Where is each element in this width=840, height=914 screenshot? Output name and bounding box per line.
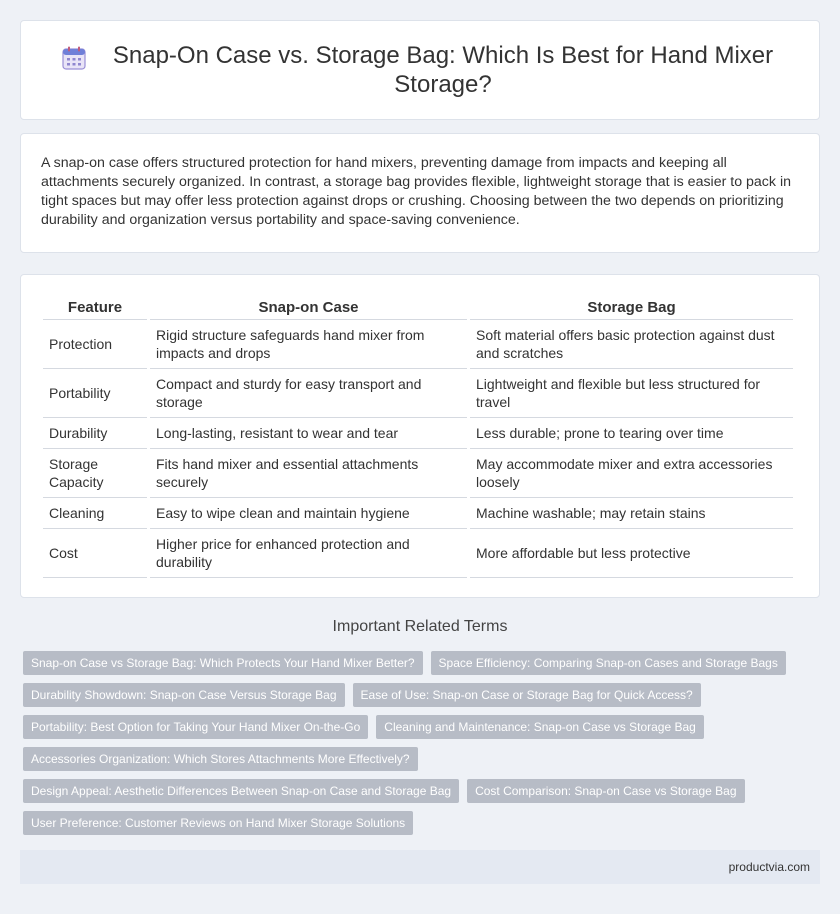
storage-bag-cell: May accommodate mixer and extra accessories loosely xyxy=(470,449,793,498)
related-term-tag[interactable]: Accessories Organization: Which Stores Attachments More Effectively? xyxy=(23,747,418,771)
related-term-tag[interactable]: Durability Showdown: Snap-on Case Versus Storage Bag xyxy=(23,683,345,707)
storage-bag-cell: Soft material offers basic protection against dust and scratches xyxy=(470,320,793,369)
header-storage-bag: Storage Bag xyxy=(470,295,793,320)
snap-on-cell: Easy to wipe clean and maintain hygiene xyxy=(150,498,467,529)
related-term-tag[interactable]: Space Efficiency: Comparing Snap-on Cases and Storage Bags xyxy=(431,651,786,675)
footer-site-link[interactable]: productvia.com xyxy=(728,860,810,874)
tag-row xyxy=(23,651,803,675)
table-row xyxy=(43,449,793,498)
related-terms-heading: Important Related Terms xyxy=(332,618,508,635)
table-row xyxy=(43,320,793,369)
related-term-tag[interactable]: Snap-on Case vs Storage Bag: Which Protects Your Hand Mixer Better? xyxy=(23,651,423,675)
calendar-icon xyxy=(61,45,87,71)
snap-on-cell: Fits hand mixer and essential attachments securely xyxy=(150,449,467,498)
table-header-row xyxy=(43,295,793,320)
related-term-tag[interactable]: Cleaning and Maintenance: Snap-on Case vs Storage Bag xyxy=(376,715,704,739)
header-feature: Feature xyxy=(43,295,147,320)
feature-cell: Durability xyxy=(43,418,147,449)
intro-card xyxy=(20,133,820,253)
related-term-tag[interactable]: Ease of Use: Snap-on Case or Storage Bag for Quick Access? xyxy=(353,683,701,707)
related-term-tag[interactable]: Cost Comparison: Snap-on Case vs Storage Bag xyxy=(467,779,744,803)
table-card xyxy=(20,274,820,598)
page-title: Snap-On Case vs. Storage Bag: Which Is Best for Hand Mixer Storage? xyxy=(112,42,774,98)
table-row xyxy=(43,498,793,529)
related-term-tag[interactable]: Design Appeal: Aesthetic Differences Between Snap-on Case and Storage Bag xyxy=(23,779,459,803)
storage-bag-cell: More affordable but less protective xyxy=(470,529,793,578)
title-card xyxy=(20,20,820,120)
footer xyxy=(20,850,820,884)
feature-cell: Protection xyxy=(43,320,147,369)
tag-row xyxy=(23,811,803,835)
related-terms-list xyxy=(23,651,803,843)
snap-on-cell: Higher price for enhanced protection and durability xyxy=(150,529,467,578)
snap-on-cell: Rigid structure safeguards hand mixer from impacts and drops xyxy=(150,320,467,369)
tag-row xyxy=(23,779,803,803)
related-term-tag[interactable]: Portability: Best Option for Taking Your Hand Mixer On-the-Go xyxy=(23,715,368,739)
intro-text: A snap-on case offers structured protection for hand mixers, preventing damage from impacts and keeping all attachments securely organized. In contrast, a storage bag provides flexible, lightweight storage that is easier to pack in tight spaces but may offer less protection against drops or crushing. Choosing between the two depends on prioritizing durability and organization versus portability and space-saving convenience. xyxy=(41,155,791,228)
tag-row xyxy=(23,747,803,771)
feature-cell: Portability xyxy=(43,369,147,418)
tag-row xyxy=(23,683,803,707)
header-snap-on-case: Snap-on Case xyxy=(150,295,467,320)
feature-cell: Cleaning xyxy=(43,498,147,529)
related-term-tag[interactable]: User Preference: Customer Reviews on Hand Mixer Storage Solutions xyxy=(23,811,413,835)
feature-cell: Storage Capacity xyxy=(43,449,147,498)
storage-bag-cell: Machine washable; may retain stains xyxy=(470,498,793,529)
table-row xyxy=(43,529,793,578)
feature-cell: Cost xyxy=(43,529,147,578)
title-wrap xyxy=(61,41,779,99)
comparison-table xyxy=(40,295,796,578)
snap-on-cell: Compact and sturdy for easy transport and storage xyxy=(150,369,467,418)
storage-bag-cell: Less durable; prone to tearing over time xyxy=(470,418,793,449)
storage-bag-cell: Lightweight and flexible but less structured for travel xyxy=(470,369,793,418)
snap-on-cell: Long-lasting, resistant to wear and tear xyxy=(150,418,467,449)
table-row xyxy=(43,418,793,449)
tag-row xyxy=(23,715,803,739)
table-row xyxy=(43,369,793,418)
